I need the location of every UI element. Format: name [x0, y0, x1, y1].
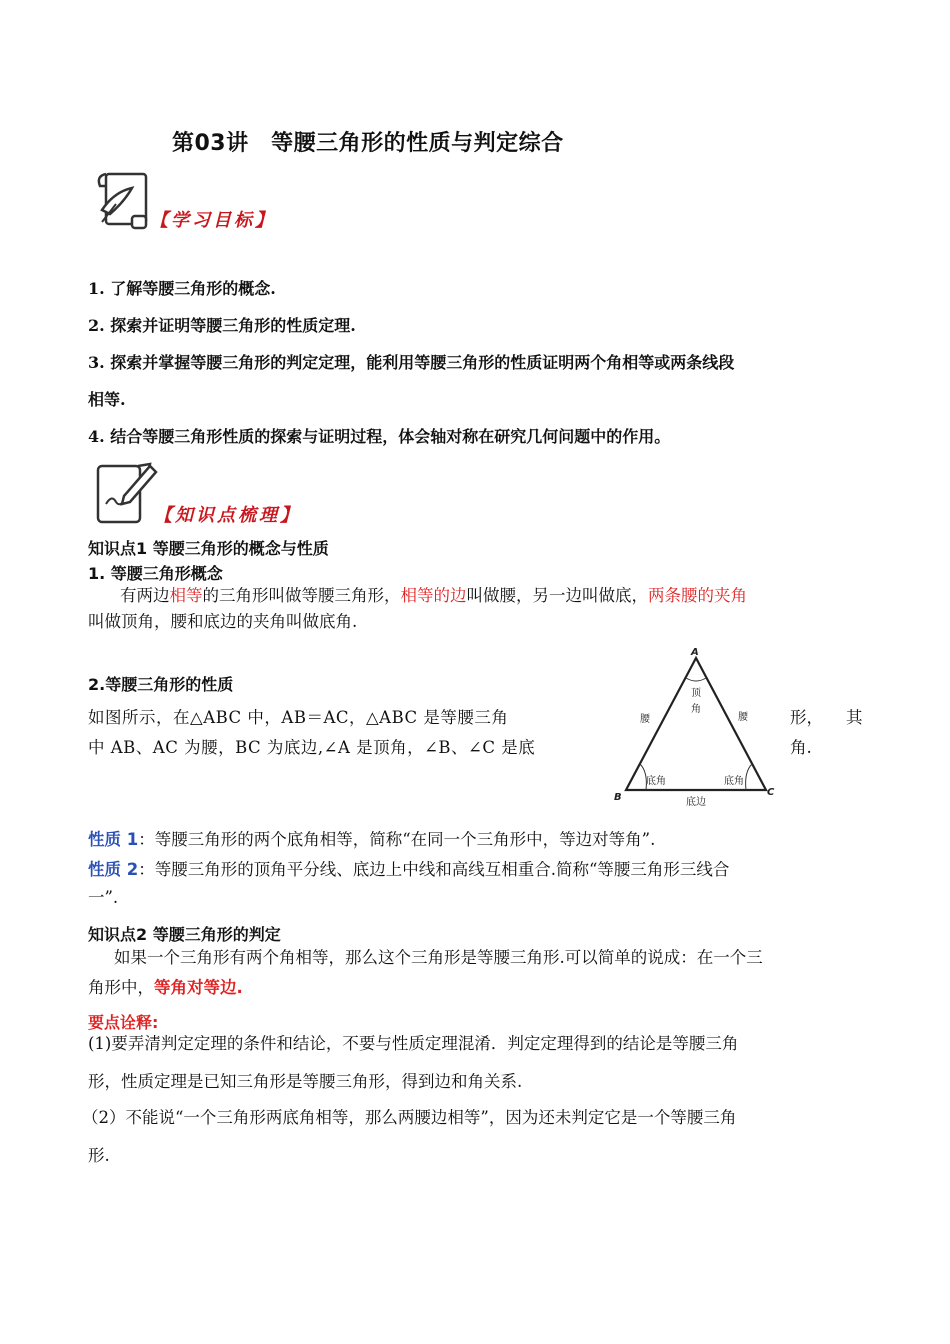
property-2-text: ：等腰三角形的顶角平分线、底边上中线和高线互相重合.简称“等腰三角形三线合 — [138, 860, 730, 879]
vertex-a-label: A — [691, 647, 699, 658]
kp2-line-2-highlight: 等角对等边. — [154, 978, 243, 997]
concept-text-2: 的三角形叫做等腰三角形， — [202, 586, 401, 605]
kp2-heading: 知识点2 等腰三角形的判定 — [88, 925, 281, 944]
page-title: 第03讲 等腰三角形的性质与判定综合 — [172, 131, 564, 156]
left-base-angle-label: 底角 — [646, 776, 666, 787]
property-2 — [88, 856, 729, 884]
key-points-label: 要点诠释: — [88, 1013, 159, 1032]
kp1-heading: 知识点1 等腰三角形的概念与性质 — [88, 539, 329, 558]
concept-text-3: 叫做腰，另一边叫做底， — [466, 586, 648, 605]
apex-angle-label-1: 顶 — [691, 688, 701, 699]
concept-highlight-apex: 两条腰的夹角 — [648, 586, 747, 605]
isosceles-triangle-figure — [610, 640, 790, 812]
apex-angle-arc — [686, 678, 706, 681]
property-1-text: ：等腰三角形的两个底角相等，简称“在同一个三角形中，等边对等角”. — [138, 830, 656, 849]
learning-goals-banner: 【学习目标】 — [150, 210, 276, 231]
kp2-line-1: 如果一个三角形有两个角相等，那么这个三角形是等腰三角形.可以简单的说成：在一个三 — [114, 948, 763, 967]
concept-paragraph — [120, 582, 747, 610]
concept-highlight-equal: 相等 — [169, 586, 203, 605]
right-base-angle-label: 底角 — [724, 776, 744, 787]
property-text-right-1a: 形， — [790, 708, 823, 727]
goal-item-2: 2. 探索并证明等腰三角形的性质定理. — [88, 316, 356, 335]
note-1-line-1: (1)要弄清判定定理的条件和结论，不要与性质定理混淆．判定定理得到的结论是等腰三角 — [88, 1034, 739, 1053]
knowledge-points-banner: 【知识点梳理】 — [154, 505, 301, 526]
kp2-line-2-text: 角形中， — [88, 978, 154, 997]
vertex-c-label: C — [767, 787, 775, 798]
concept-line-2: 叫做顶角，腰和底边的夹角叫做底角. — [88, 612, 358, 631]
right-leg-label: 腰 — [738, 712, 748, 723]
property-2-cont: 一”. — [88, 888, 119, 907]
vertex-b-label: B — [614, 792, 622, 803]
property-1-label: 性质 1 — [88, 830, 139, 849]
base-label: 底边 — [686, 797, 706, 808]
property-1 — [88, 826, 655, 854]
concept-highlight-equal-sides: 相等的边 — [400, 586, 467, 605]
kp1-sub1: 1. 等腰三角形概念 — [88, 564, 223, 583]
goal-item-1: 1. 了解等腰三角形的概念. — [88, 279, 276, 298]
scroll-quill-icon — [92, 170, 154, 234]
property-text-right-1b: 其 — [846, 708, 863, 727]
goal-item-4: 4. 结合等腰三角形性质的探索与证明过程，体会轴对称在研究几何问题中的作用。 — [88, 427, 671, 446]
apex-angle-label-2: 角 — [691, 704, 701, 715]
goal-item-3-cont: 相等. — [88, 390, 126, 409]
note-2-line-2: 形. — [88, 1146, 110, 1165]
property-text-line-2: 中 AB、AC 为腰，BC 为底边,∠A 是顶角，∠B、∠C 是底 — [88, 738, 536, 757]
left-leg-label: 腰 — [640, 714, 650, 725]
property-2-label: 性质 2 — [88, 860, 139, 879]
right-base-angle-arc — [746, 764, 752, 790]
kp1-sub2: 2.等腰三角形的性质 — [88, 675, 234, 694]
goal-item-3: 3. 探索并掌握等腰三角形的判定定理，能利用等腰三角形的性质证明两个角相等或两条线段 — [88, 353, 735, 372]
property-text-line-1: 如图所示，在△ABC 中，AB＝AC，△ABC 是等腰三角 — [88, 708, 509, 727]
kp2-line-2 — [88, 974, 243, 1002]
note-2-line-1: （2）不能说“一个三角形两底角相等，那么两腰边相等”，因为还未判定它是一个等腰三角 — [82, 1108, 737, 1127]
note-1-line-2: 形，性质定理是已知三角形是等腰三角形，得到边和角关系. — [88, 1072, 523, 1091]
concept-text-1: 有两边 — [120, 586, 170, 605]
property-text-right-2: 角. — [790, 738, 812, 757]
